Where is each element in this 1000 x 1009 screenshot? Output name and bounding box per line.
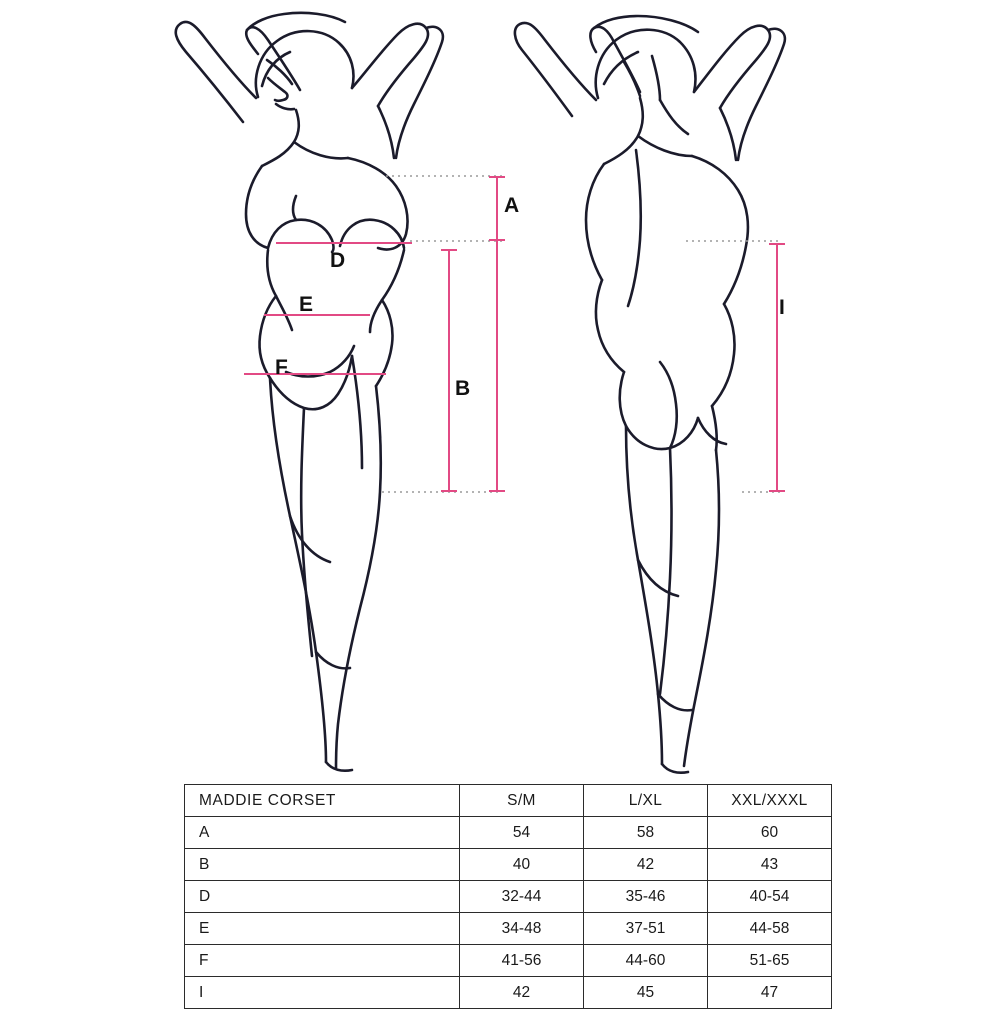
size-table-row-label: A bbox=[185, 817, 460, 849]
table-row bbox=[185, 945, 832, 977]
size-table-header-row bbox=[185, 785, 832, 817]
size-table-header-cell: L/XL bbox=[584, 785, 708, 817]
size-table-row-label: D bbox=[185, 881, 460, 913]
size-table-value-cell: 37-51 bbox=[584, 913, 708, 945]
measure-label-i: I bbox=[779, 296, 786, 319]
size-table-value-cell: 44-58 bbox=[708, 913, 832, 945]
size-table-row-label: I bbox=[185, 977, 460, 1009]
size-table-value-cell: 43 bbox=[708, 849, 832, 881]
size-table-value-cell: 34-48 bbox=[460, 913, 584, 945]
measure-label-e: E bbox=[299, 293, 314, 316]
size-table-header-cell: XXL/XXXL bbox=[708, 785, 832, 817]
measure-label-b: B bbox=[455, 377, 471, 400]
size-table-value-cell: 58 bbox=[584, 817, 708, 849]
size-table-header-cell: S/M bbox=[460, 785, 584, 817]
size-table-value-cell: 44-60 bbox=[584, 945, 708, 977]
front-body-illustration bbox=[176, 13, 443, 771]
table-row bbox=[185, 977, 832, 1009]
size-table-value-cell: 45 bbox=[584, 977, 708, 1009]
size-table-row-label: E bbox=[185, 913, 460, 945]
size-table-value-cell: 35-46 bbox=[584, 881, 708, 913]
size-table-value-cell: 40 bbox=[460, 849, 584, 881]
size-table-container bbox=[184, 784, 832, 1009]
table-row bbox=[185, 881, 832, 913]
size-table-value-cell: 42 bbox=[460, 977, 584, 1009]
table-row bbox=[185, 849, 832, 881]
size-table-value-cell: 60 bbox=[708, 817, 832, 849]
size-table-row-label: F bbox=[185, 945, 460, 977]
measure-label-d: D bbox=[330, 249, 346, 272]
size-table-value-cell: 42 bbox=[584, 849, 708, 881]
size-table-value-cell: 32-44 bbox=[460, 881, 584, 913]
size-table-title-cell: MADDIE CORSET bbox=[185, 785, 460, 817]
size-table-value-cell: 51-65 bbox=[708, 945, 832, 977]
size-table-row-label: B bbox=[185, 849, 460, 881]
measure-label-f: F bbox=[275, 356, 289, 379]
table-row bbox=[185, 817, 832, 849]
measure-label-a: A bbox=[504, 194, 520, 217]
size-table-value-cell: 47 bbox=[708, 977, 832, 1009]
size-table-value-cell: 40-54 bbox=[708, 881, 832, 913]
table-row bbox=[185, 913, 832, 945]
size-table-value-cell: 54 bbox=[460, 817, 584, 849]
size-table bbox=[184, 784, 832, 1009]
size-table-value-cell: 41-56 bbox=[460, 945, 584, 977]
back-body-illustration bbox=[515, 16, 785, 773]
